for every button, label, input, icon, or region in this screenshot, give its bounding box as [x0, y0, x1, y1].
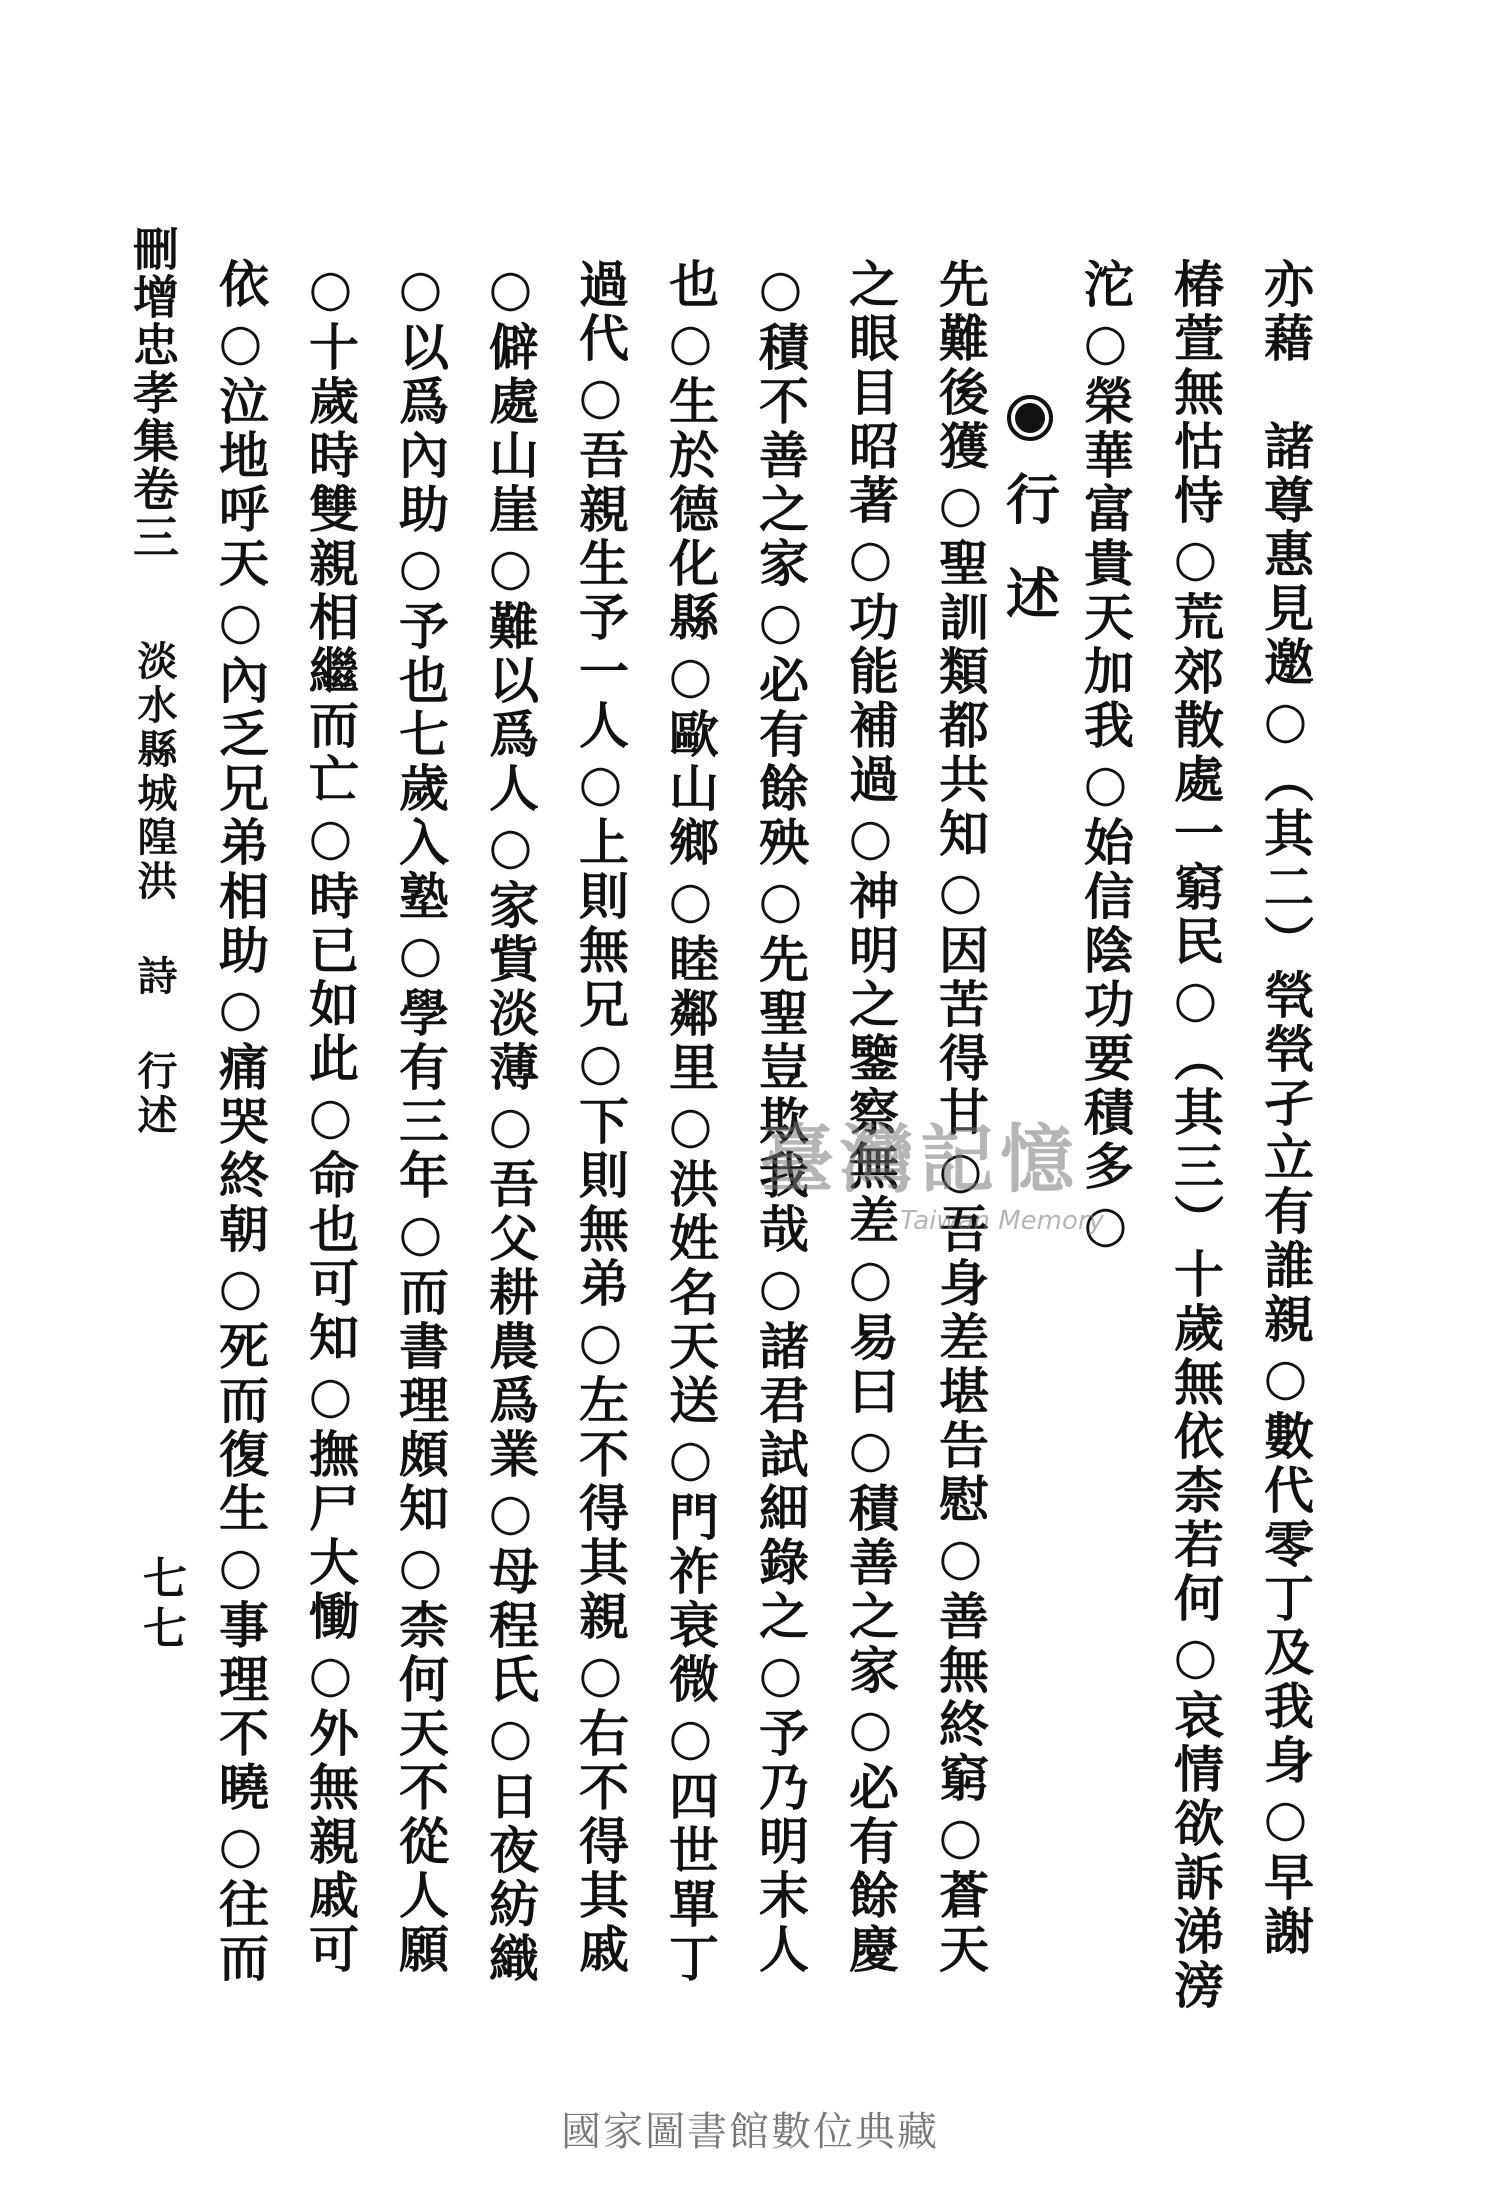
text-column-3: 沱○榮華富貴天加我○始信陰功要積多○: [1076, 258, 1135, 1257]
watermark: [760, 1117, 1220, 1240]
text-column-5: 之眼目昭著○功能補過○神明之鑒察無差○易曰○積善之家○必有餘慶: [841, 258, 900, 1977]
text-column-7: 也○生於德化縣○歐山鄉○睦鄰里○洪姓名天送○門祚衰微○四世單丁: [661, 258, 720, 1986]
section-heading: [995, 395, 1065, 815]
text-column-2: 椿萱無怙恃○荒郊散處一窮民○（其三）十歲無依柰若何○哀情欲訴涕滂: [1166, 258, 1225, 2013]
archive-caption: 國家圖書館數位典藏: [561, 2109, 939, 2155]
author-section: 淡水縣城隍洪 詩 行述: [131, 640, 178, 1138]
text-column-1: 亦藉 諸尊惠見邀○（其二）煢煢孑立有誰親○數代零丁及我身○早謝: [1256, 258, 1315, 1959]
watermark-subtitle: Taiwan Memory: [900, 1206, 1104, 1236]
watermark-title: 臺灣記憶: [760, 1117, 1080, 1203]
text-column-6: ○積不善之家○必有餘殃○先聖豈欺我哉○諸君試細錄之○予乃明末人: [751, 258, 810, 1977]
filled-circle-icon: [1007, 395, 1053, 441]
text-column-4: 先難後獲○聖訓類都共知○因苦得甘○吾身差堪告慰○善無終窮○蒼天: [931, 258, 990, 1977]
text-column-10: ○以爲內助○予也七歲入塾○學有三年○而書理頗知○柰何天不從人願: [391, 258, 450, 1977]
book-title: 刪增忠孝集卷三: [126, 225, 180, 561]
text-column-9: ○僻處山崖○難以爲人○家貲淡薄○吾父耕農爲業○母程氏○日夜紡織: [481, 258, 540, 1986]
page-number: 七七: [135, 1555, 186, 1655]
text-column-8: 過代○吾親生予一人○上則無兄○下則無弟○左不得其親○右不得其戚: [571, 258, 630, 1977]
text-column-11: ○十歲時雙親相繼而亡○時已如此○命也可知○撫尸大慟○外無親戚可: [301, 258, 360, 1977]
section-heading-text: 行述: [997, 471, 1062, 659]
text-column-12: 依○泣地呼天○內乏兄弟相助○痛哭終朝○死而復生○事理不曉○往而: [211, 258, 270, 1986]
